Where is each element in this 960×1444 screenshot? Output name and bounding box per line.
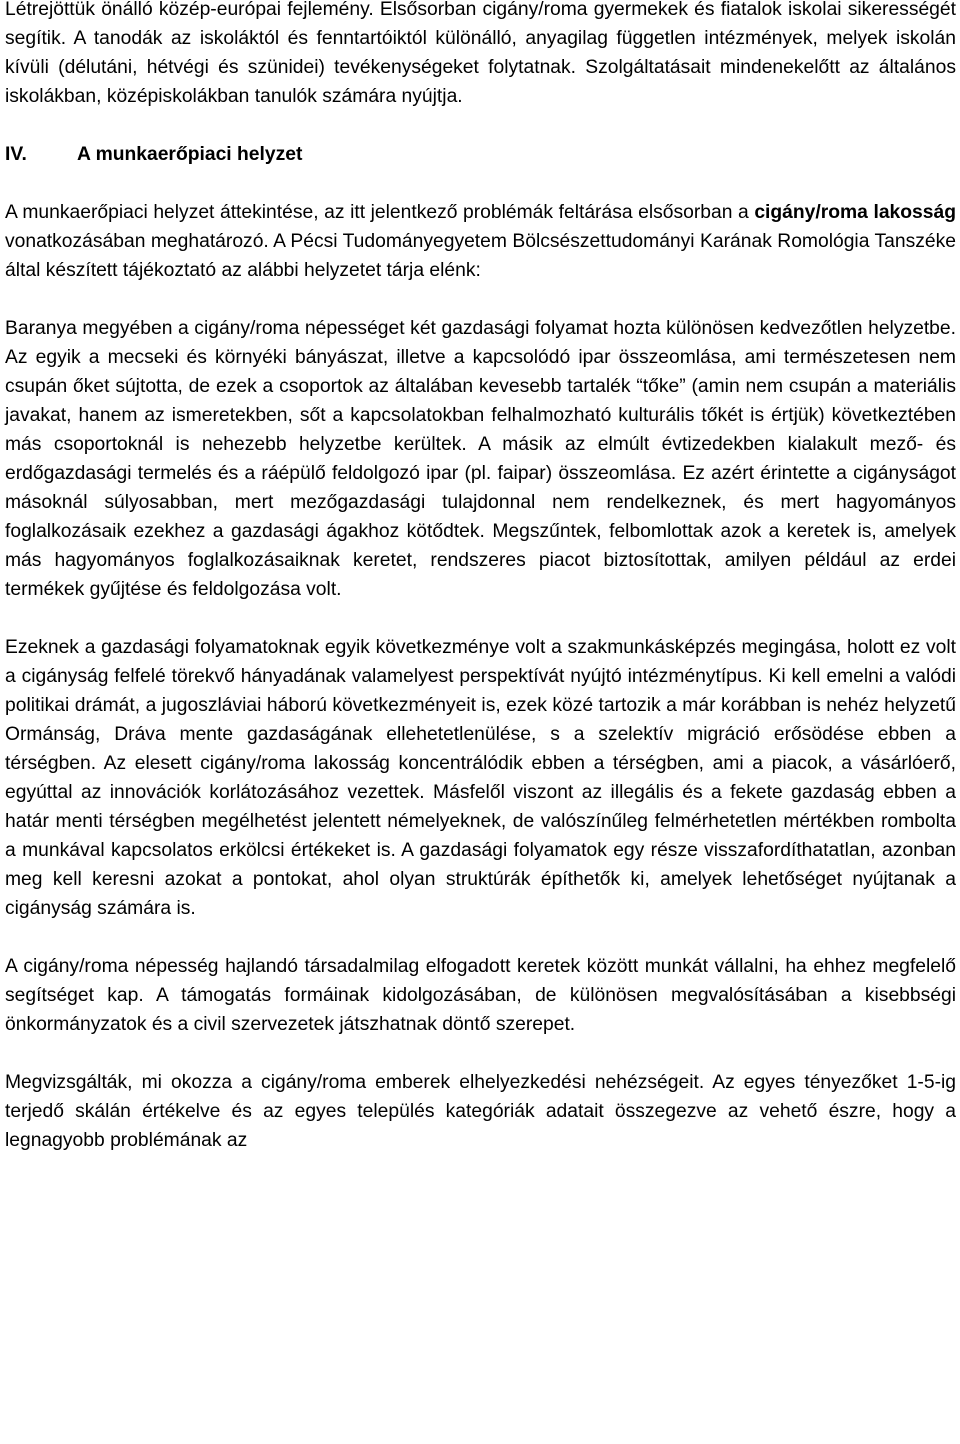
paragraph-text-start: A munkaerőpiaci helyzet áttekintése, az itt jelentkező problémák feltárása elsősorban a: [5, 202, 755, 223]
paragraph-labor-market-overview: [5, 198, 956, 285]
paragraph-tanoda-intro: Létrejöttük önálló közép-európai fejlemény. Elsősorban cigány/roma gyermekek és fiatalok iskolai sikerességét segítik. A tanodák az iskoláktól és fenntartóiktól különálló, anyagilag független intézmények, melyek iskolán kívüli (délutáni, hétvégi és szünidei) tevékenységeket folytatnak. Szolgáltatásait mindenekelőtt az általános iskolákban, középiskolákban tanulók számára nyújtja.: [5, 0, 956, 107]
paragraph-text-end: vonatkozásában meghatározó. A Pécsi Tudományegyetem Bölcsészettudományi Karának Romológia Tanszéke által készített tájékoztató az alábbi helyzetet tárja elénk:: [5, 231, 956, 281]
section-number: IV.: [5, 144, 27, 165]
paragraph-employment-difficulties: Megvizsgálták, mi okozza a cigány/roma emberek elhelyezkedési nehézségeit. Az egyes tényezőket 1-5-ig terjedő skálán értékelve és az egyes település kategóriák adatait összegezve az vehető észre, hogy a legnagyobb problémának az: [5, 1072, 956, 1151]
emphasis-roma-population: cigány/roma lakosság: [754, 202, 956, 223]
paragraph-employment-willingness: A cigány/roma népesség hajlandó társadalmilag elfogadott keretek között munkát vállalni, ha ehhez megfelelő segítséget kap. A támogatás formáinak kidolgozásában, de különösen megvalósításában a kisebbségi önkormányzatok és a civil szervezetek játszhatnak döntő szerepet.: [5, 956, 956, 1035]
paragraph-baranya-economy: Baranya megyében a cigány/roma népességet két gazdasági folyamat hozta különösen kedvezőtlen helyzetbe. Az egyik a mecseki és környéki bányászat, illetve a kapcsolódó ipar összeomlása, ami természetesen nem csupán őket sújtotta, de ezek a csoportok az általában kevesebb tartalék “tőke” (amin nem csupán a materiális javakat, hanem az ismeretekben, sőt a kapcsolatokban felhalmozható kulturális tőkét is értjük) következtében más csoportoknál is nehezebb helyzetbe kerültek. A másik az elmúlt évtizedekben kialakult mező- és erdőgazdasági termelés és a ráépülő feldolgozó ipar (pl. faipar) összeomlása. Ez azért érintette a cigányságot másoknál súlyosabban, mert mezőgazdasági tulajdonnal nem rendelkeznek, és mert hagyományos foglalkozásaik ezekhez a gazdasági ágakhoz kötődtek. Megszűntek, felbomlottak azok a keretek is, amelyek más hagyományos foglalkozásaiknak keretet, rendszeres piacot biztosítottak, amilyen például az erdei termékek gyűjtése és feldolgozása volt.: [5, 318, 956, 600]
section-heading: [5, 140, 956, 169]
paragraph-vocational-training: Ezeknek a gazdasági folyamatoknak egyik következménye volt a szakmunkásképzés megingása, holott ez volt a cigányság felfelé törekvő hányadának valamelyest perspektívát nyújtó intézménytípus. Ki kell emelni a valódi politikai drámát, a jugoszláviai háború következményeit is, ezek közé tartozik a már korábban is nehéz helyzetű Ormánság, Dráva mente gazdaságának ellehetetlenülése, s a szelektív migráció erősödése ebben a térségben. Az elesett cigány/roma lakosság koncentrálódik ebben a térségben, ami a piacok, a vásárlóerő, egyúttal az innovációk korlátozásához vezettek. Másfelől viszont az illegális és a fekete gazdaság ebben a határ menti térségben megélhetést jelentett némelyeknek, de valószínűleg felmérhetetlen mértékben rombolta a munkával kapcsolatos erkölcsi értékeket is. A gazdasági folyamatok egy része visszafordíthatatlan, azonban meg kell keresni azokat a pontokat, ahol olyan struktúrák építhetők ki, amelyek lehetőséget nyújtanak a cigányság számára is.: [5, 637, 956, 919]
section-title: A munkaerőpiaci helyzet: [77, 144, 303, 165]
